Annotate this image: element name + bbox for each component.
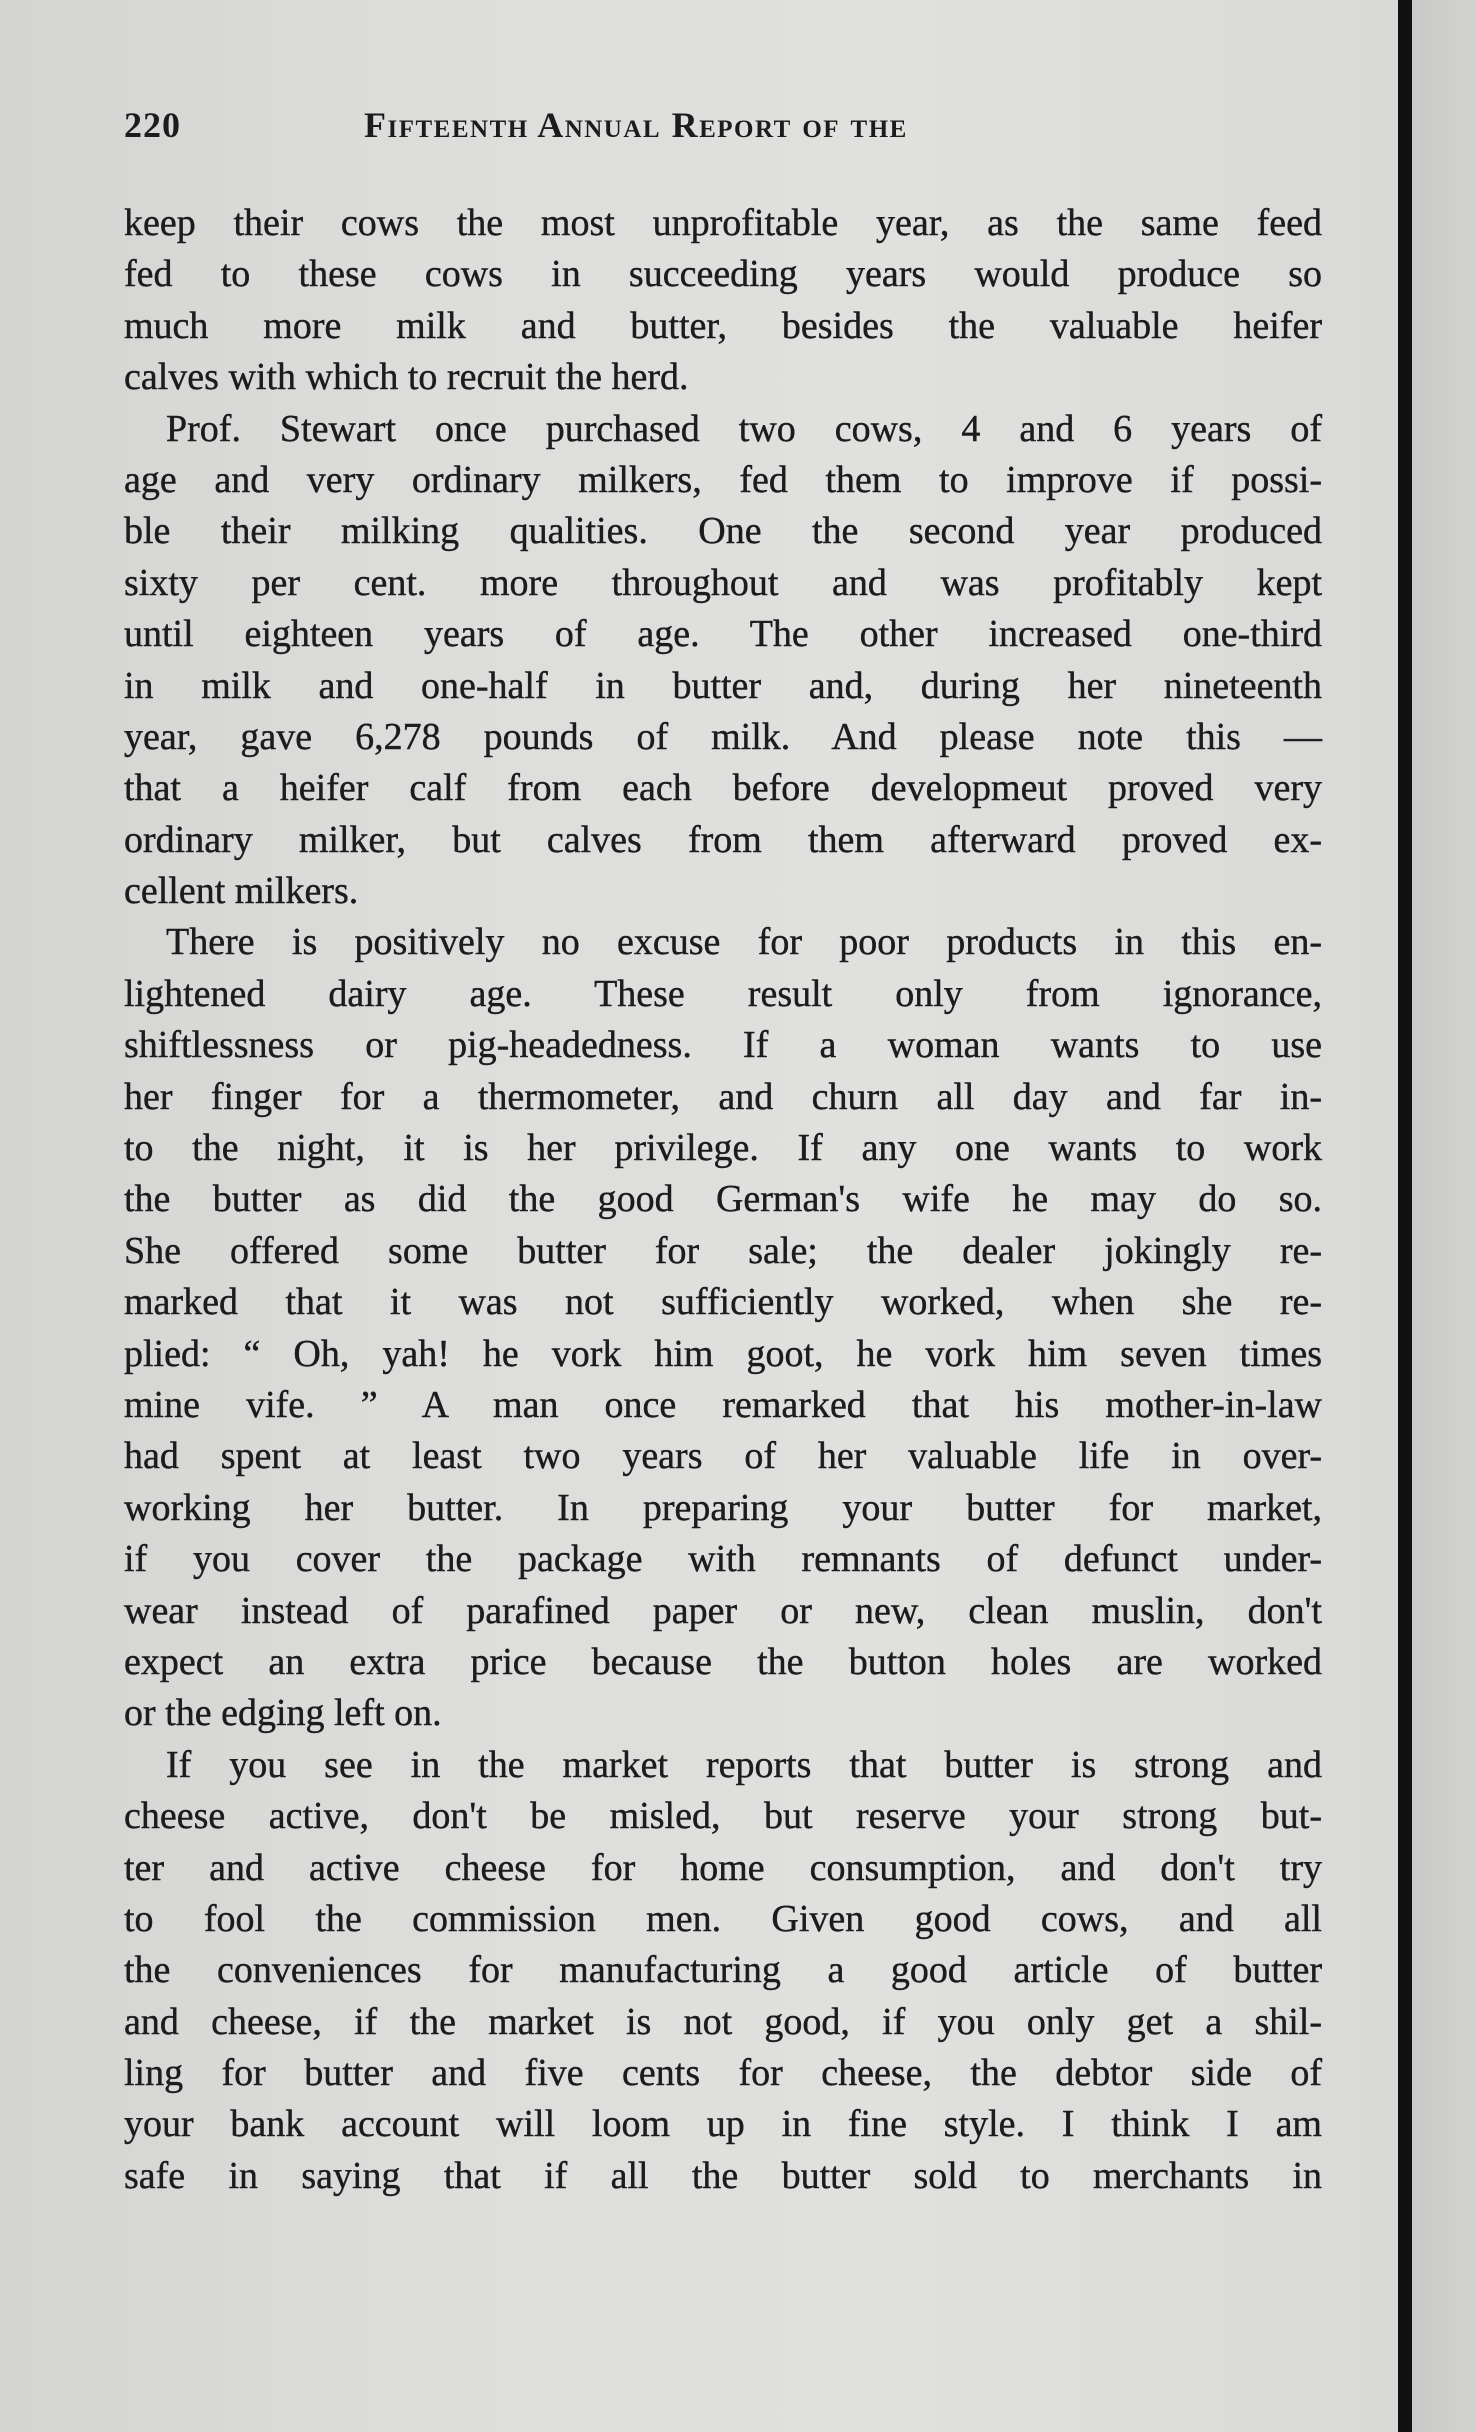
binding-shadow (1398, 0, 1412, 2432)
text-line: plied: “ Oh, yah! he vork him goot, he vork him seven times (124, 1332, 1322, 1375)
text-line: or the edging left on. (124, 1692, 442, 1735)
text-line: your bank account will loom up in fine style. I think I am (124, 2103, 1322, 2146)
text-line: to the night, it is her privilege. If any one wants to work (124, 1127, 1322, 1170)
text-line: There is positively no excuse for poor products in this en- (166, 921, 1322, 964)
text-line: the conveniences for manufacturing a good article of butter (124, 1949, 1322, 1992)
text-line: cellent milkers. (124, 870, 359, 913)
text-line: She offered some butter for sale; the dealer jokingly re- (124, 1229, 1322, 1272)
paragraph (124, 404, 1322, 918)
text-line: cheese active, don't be misled, but reserve your strong but- (124, 1795, 1322, 1838)
text-line: year, gave 6,278 pounds of milk. And please note this — (124, 715, 1322, 758)
running-head: Fifteenth Annual Report of the (364, 105, 908, 145)
text-line: the butter as did the good German's wife he may do so. (124, 1178, 1322, 1221)
text-line: ble their milking qualities. One the second year produced (124, 510, 1322, 553)
text-line: until eighteen years of age. The other increased one-third (124, 613, 1322, 656)
text-line: in milk and one-half in butter and, during her nineteenth (124, 664, 1322, 707)
text-line: safe in saying that if all the butter sold to merchants in (124, 2154, 1322, 2197)
text-line: fed to these cows in succeeding years would produce so (124, 253, 1322, 296)
text-line: calves with which to recruit the herd. (124, 356, 689, 399)
text-line: sixty per cent. more throughout and was profitably kept (124, 561, 1322, 604)
text-line: much more milk and butter, besides the valuable heifer (124, 304, 1322, 347)
paragraph (124, 198, 1322, 404)
paragraph (124, 1740, 1322, 2203)
text-line: to fool the commission men. Given good cows, and all (124, 1897, 1322, 1940)
text-line: ordinary milker, but calves from them afterward proved ex- (124, 818, 1322, 861)
text-line: Prof. Stewart once purchased two cows, 4 and 6 years of (166, 407, 1322, 450)
body-text (124, 198, 1322, 2202)
text-line: ling for butter and five cents for cheese, the debtor side of (124, 2052, 1322, 2095)
text-line: if you cover the package with remnants of defunct under- (124, 1538, 1322, 1581)
text-line: lightened dairy age. These result only from ignorance, (124, 972, 1322, 1015)
page-number: 220 (124, 105, 181, 145)
text-line: wear instead of parafined paper or new, clean muslin, don't (124, 1589, 1322, 1632)
text-line: age and very ordinary milkers, fed them to improve if possi- (124, 458, 1322, 501)
text-line: her finger for a thermometer, and churn all day and far in- (124, 1075, 1322, 1118)
text-line: shiftlessness or pig-headedness. If a woman wants to use (124, 1024, 1322, 1067)
text-line: and cheese, if the market is not good, if you only get a shil- (124, 2000, 1322, 2043)
text-line: mine vife. ” A man once remarked that his mother-in-law (124, 1383, 1322, 1426)
facing-page-edge (1412, 0, 1476, 2432)
paragraph (124, 917, 1322, 1739)
text-line: that a heifer calf from each before developmeut proved very (124, 767, 1322, 810)
text-line: expect an extra price because the button holes are worked (124, 1640, 1322, 1683)
text-line: had spent at least two years of her valuable life in over- (124, 1435, 1322, 1478)
page-header (124, 104, 1324, 164)
text-line: marked that it was not sufficiently worked, when she re- (124, 1281, 1322, 1324)
text-line: If you see in the market reports that butter is strong and (166, 1743, 1322, 1786)
text-line: ter and active cheese for home consumption, and don't try (124, 1846, 1322, 1889)
text-line: working her butter. In preparing your butter for market, (124, 1486, 1322, 1529)
text-line: keep their cows the most unprofitable year, as the same feed (124, 202, 1322, 244)
